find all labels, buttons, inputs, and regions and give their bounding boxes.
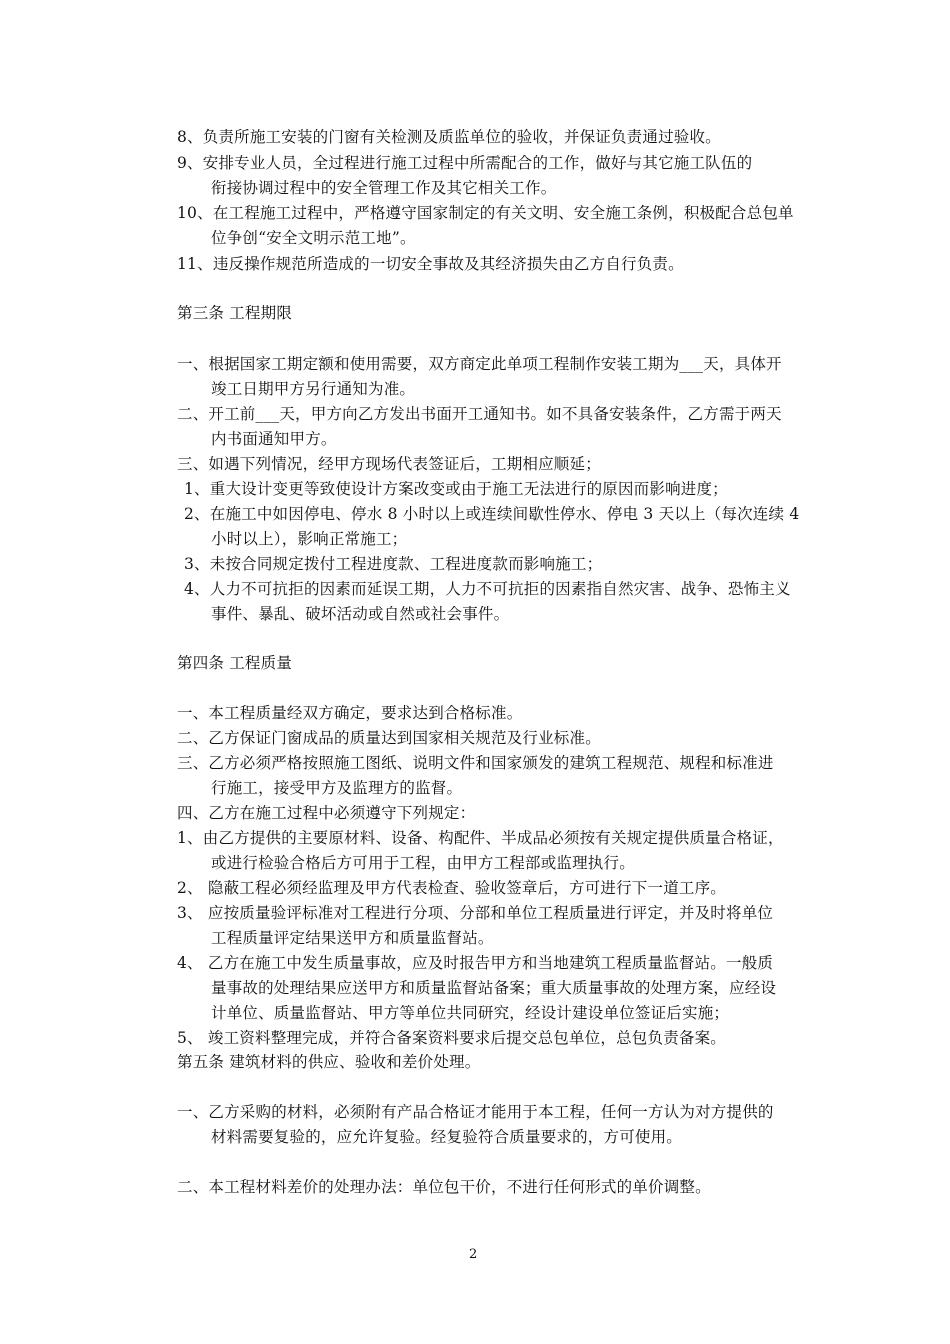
clause-line: 内书面通知甲方。 bbox=[211, 430, 337, 448]
clause-line: 量事故的处理结果应送甲方和质量监督站备案；重大质量事故的处理方案，应经设 bbox=[211, 979, 777, 997]
clause-line: 一、本工程质量经双方确定，要求达到合格标准。 bbox=[177, 704, 523, 722]
clause-line: 5、 竣工资料整理完成，并符合备案资料要求后提交总包单位，总包负责备案。 bbox=[177, 1029, 726, 1047]
clause-line: 2、在施工中如因停电、停水 8 小时以上或连续间歇性停水、停电 3 天以上（每次连续 4 bbox=[184, 505, 800, 523]
section-heading: 第三条 工程期限 bbox=[177, 304, 293, 322]
clause-line: 4、 乙方在施工中发生质量事故，应及时报告甲方和当地建筑工程质量监督站。一般质 bbox=[177, 954, 774, 972]
clause-line: 衔接协调过程中的安全管理工作及其它相关工作。 bbox=[211, 179, 557, 197]
clause-line: 位争创“安全文明示范工地”。 bbox=[211, 229, 416, 247]
clause-line: 竣工日期甲方另行通知为准。 bbox=[211, 380, 416, 398]
clause-line: 二、本工程材料差价的处理办法：单位包干价，不进行任何形式的单价调整。 bbox=[177, 1178, 711, 1196]
page-number: 2 bbox=[469, 1247, 478, 1262]
clause-line: 10、在工程施工过程中，严格遵守国家制定的有关文明、安全施工条例，积极配合总包单 bbox=[177, 204, 794, 222]
clause-line: 四、乙方在施工过程中必须遵守下列规定： bbox=[177, 804, 476, 822]
clause-line: 小时以上），影响正常施工； bbox=[211, 530, 408, 548]
clause-line: 8、负责所施工安装的门窗有关检测及质监单位的验收，并保证负责通过验收。 bbox=[177, 128, 721, 146]
clause-line: 1、由乙方提供的主要原材料、设备、构配件、半成品必须按有关规定提供质量合格证， bbox=[177, 829, 784, 847]
clause-line: 三、如遇下列情况，经甲方现场代表签证后，工期相应顺延； bbox=[177, 455, 601, 473]
section-heading: 第五条 建筑材料的供应、验收和差价处理。 bbox=[177, 1053, 481, 1071]
clause-line: 计单位、质量监督站、甲方等单位共同研究，经设计建设单位签证后实施； bbox=[211, 1004, 730, 1022]
clause-line: 2、 隐蔽工程必须经监理及甲方代表检查、验收签章后，方可进行下一道工序。 bbox=[177, 879, 726, 897]
clause-line: 二、开工前___天，甲方向乙方发出书面开工通知书。如不具备安装条件，乙方需于两天 bbox=[177, 405, 782, 423]
clause-line: 一、根据国家工期定额和使用需要，双方商定此单项工程制作安装工期为___天，具体开 bbox=[177, 355, 782, 373]
clause-line: 事件、暴乱、破坏活动或自然或社会事件。 bbox=[211, 605, 510, 623]
section-heading: 第四条 工程质量 bbox=[177, 654, 293, 672]
clause-line: 三、乙方必须严格按照施工图纸、说明文件和国家颁发的建筑工程规范、规程和标准进 bbox=[177, 754, 774, 772]
clause-line: 或进行检验合格后方可用于工程，由甲方工程部或监理执行。 bbox=[211, 854, 635, 872]
clause-line: 材料需要复验的，应允许复验。经复验符合质量要求的，方可使用。 bbox=[211, 1128, 683, 1146]
clause-line: 4、人力不可抗拒的因素而延误工期，人力不可抗拒的因素指自然灾害、战争、恐怖主义 bbox=[184, 580, 791, 598]
clause-line: 二、乙方保证门窗成品的质量达到国家相关规范及行业标准。 bbox=[177, 729, 601, 747]
clause-line: 3、 应按质量验评标准对工程进行分项、分部和单位工程质量进行评定，并及时将单位 bbox=[177, 904, 774, 922]
clause-line: 9、安排专业人员，全过程进行施工过程中所需配合的工作，做好与其它施工队伍的 bbox=[177, 154, 753, 172]
clause-line: 1、重大设计变更等致使设计方案改变或由于施工无法进行的原因而影响进度； bbox=[184, 480, 728, 498]
clause-line: 行施工，接受甲方及监理方的监督。 bbox=[211, 779, 463, 797]
clause-line: 一、乙方采购的材料，必须附有产品合格证才能用于本工程，任何一方认为对方提供的 bbox=[177, 1103, 774, 1121]
clause-line: 3、未按合同规定拨付工程进度款、工程进度款而影响施工； bbox=[184, 555, 603, 573]
clause-line: 工程质量评定结果送甲方和质量监督站。 bbox=[211, 929, 494, 947]
clause-line: 11、违反操作规范所造成的一切安全事故及其经济损失由乙方自行负责。 bbox=[177, 255, 684, 273]
